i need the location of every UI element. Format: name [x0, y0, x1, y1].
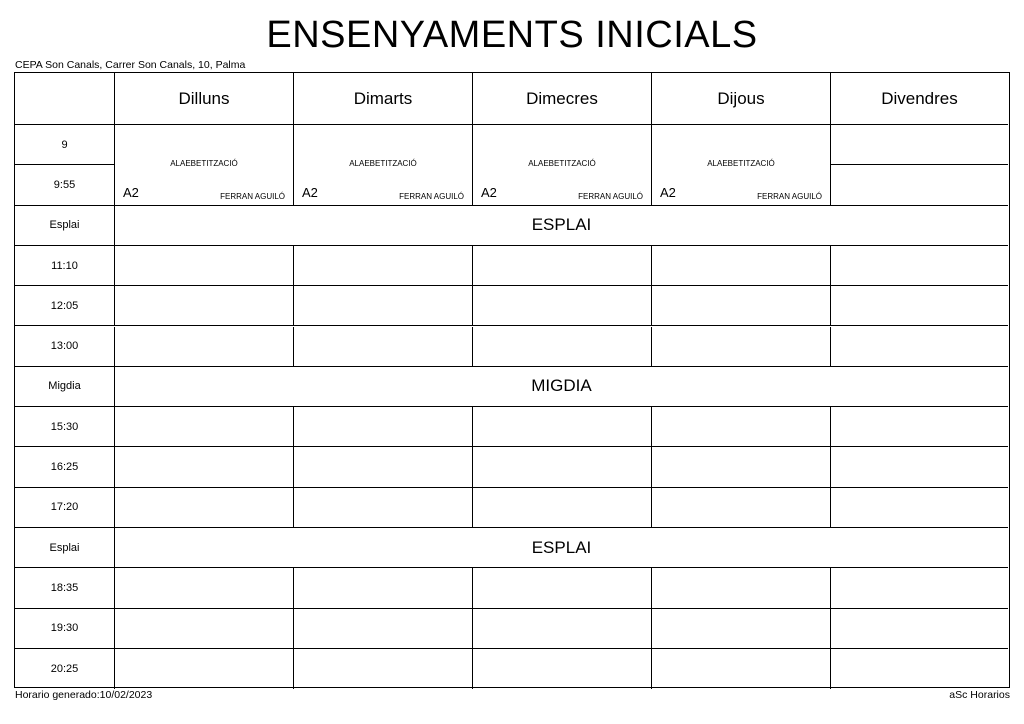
empty-cell: [115, 488, 294, 528]
lesson-teacher: FERRAN AGUILÓ: [220, 191, 285, 201]
period-label: 20:25: [15, 649, 115, 689]
empty-cell: [115, 609, 294, 649]
empty-cell: [294, 246, 473, 286]
empty-cell: [831, 609, 1008, 649]
empty-cell: [831, 407, 1008, 447]
empty-cell: [294, 568, 473, 608]
period-label: Esplai: [15, 206, 115, 246]
page-title: ENSENYAMENTS INICIALS: [266, 14, 758, 56]
empty-cell: [473, 407, 652, 447]
empty-cell: [473, 327, 652, 367]
period-label: Migdia: [15, 367, 115, 407]
day-header: Dilluns: [115, 73, 294, 125]
lesson-cell: [652, 125, 831, 206]
lesson-subject: ALAEBETITZACIÓ: [170, 159, 238, 168]
period-label: 19:30: [15, 609, 115, 649]
lesson-cell: [115, 125, 294, 206]
empty-cell: [652, 568, 831, 608]
period-label: 16:25: [15, 447, 115, 487]
empty-cell: [652, 649, 831, 689]
empty-cell: [115, 246, 294, 286]
period-label: Esplai: [15, 528, 115, 568]
empty-cell: [831, 649, 1008, 689]
lesson-subject: ALAEBETITZACIÓ: [528, 159, 596, 168]
timetable-grid: [14, 72, 1010, 688]
empty-cell: [831, 568, 1008, 608]
empty-cell: [473, 568, 652, 608]
empty-cell: [294, 327, 473, 367]
empty-cell: [294, 447, 473, 487]
day-header: Dimarts: [294, 73, 473, 125]
corner-cell: [15, 73, 115, 125]
empty-cell: [831, 246, 1008, 286]
empty-cell: [831, 286, 1008, 326]
empty-cell: [831, 327, 1008, 367]
empty-cell: [473, 246, 652, 286]
empty-cell: [115, 568, 294, 608]
empty-cell: [652, 246, 831, 286]
empty-cell: [115, 327, 294, 367]
lesson-room: A2: [302, 184, 318, 200]
empty-cell: [652, 286, 831, 326]
break-band: ESPLAI: [115, 528, 1008, 568]
empty-cell: [473, 609, 652, 649]
empty-cell: [652, 609, 831, 649]
empty-cell: [652, 407, 831, 447]
empty-cell: [473, 286, 652, 326]
period-label: 18:35: [15, 568, 115, 608]
period-label: 17:20: [15, 488, 115, 528]
period-label: 12:05: [15, 286, 115, 326]
empty-cell: [831, 125, 1008, 165]
empty-cell: [115, 407, 294, 447]
empty-cell: [831, 165, 1008, 205]
day-header: Dimecres: [473, 73, 652, 125]
lesson-cell: [473, 125, 652, 206]
empty-cell: [831, 488, 1008, 528]
empty-cell: [294, 488, 473, 528]
period-label: 9:55: [15, 165, 115, 205]
empty-cell: [294, 649, 473, 689]
empty-cell: [115, 447, 294, 487]
empty-cell: [294, 609, 473, 649]
lesson-subject: ALAEBETITZACIÓ: [707, 159, 775, 168]
period-label: 11:10: [15, 246, 115, 286]
day-header: Dijous: [652, 73, 831, 125]
lesson-room: A2: [481, 184, 497, 200]
empty-cell: [652, 327, 831, 367]
period-label: 13:00: [15, 327, 115, 367]
empty-cell: [294, 286, 473, 326]
lesson-teacher: FERRAN AGUILÓ: [578, 191, 643, 201]
lesson-teacher: FERRAN AGUILÓ: [757, 191, 822, 201]
empty-cell: [473, 447, 652, 487]
empty-cell: [294, 407, 473, 447]
empty-cell: [831, 447, 1008, 487]
empty-cell: [473, 649, 652, 689]
lesson-teacher: FERRAN AGUILÓ: [399, 191, 464, 201]
day-header: Divendres: [831, 73, 1008, 125]
lesson-room: A2: [123, 184, 139, 200]
lesson-cell: [294, 125, 473, 206]
empty-cell: [652, 488, 831, 528]
lesson-room: A2: [660, 184, 676, 200]
generated-date: Horario generado:10/02/2023: [15, 689, 153, 701]
lesson-subject: ALAEBETITZACIÓ: [349, 159, 417, 168]
empty-cell: [473, 488, 652, 528]
period-label: 15:30: [15, 407, 115, 447]
empty-cell: [115, 649, 294, 689]
break-band: MIGDIA: [115, 367, 1008, 407]
break-band: ESPLAI: [115, 206, 1008, 246]
period-label: 9: [15, 125, 115, 165]
software-credit: aSc Horarios: [949, 689, 1010, 701]
school-address: CEPA Son Canals, Carrer Son Canals, 10, Palma: [15, 59, 246, 71]
empty-cell: [115, 286, 294, 326]
empty-cell: [652, 447, 831, 487]
